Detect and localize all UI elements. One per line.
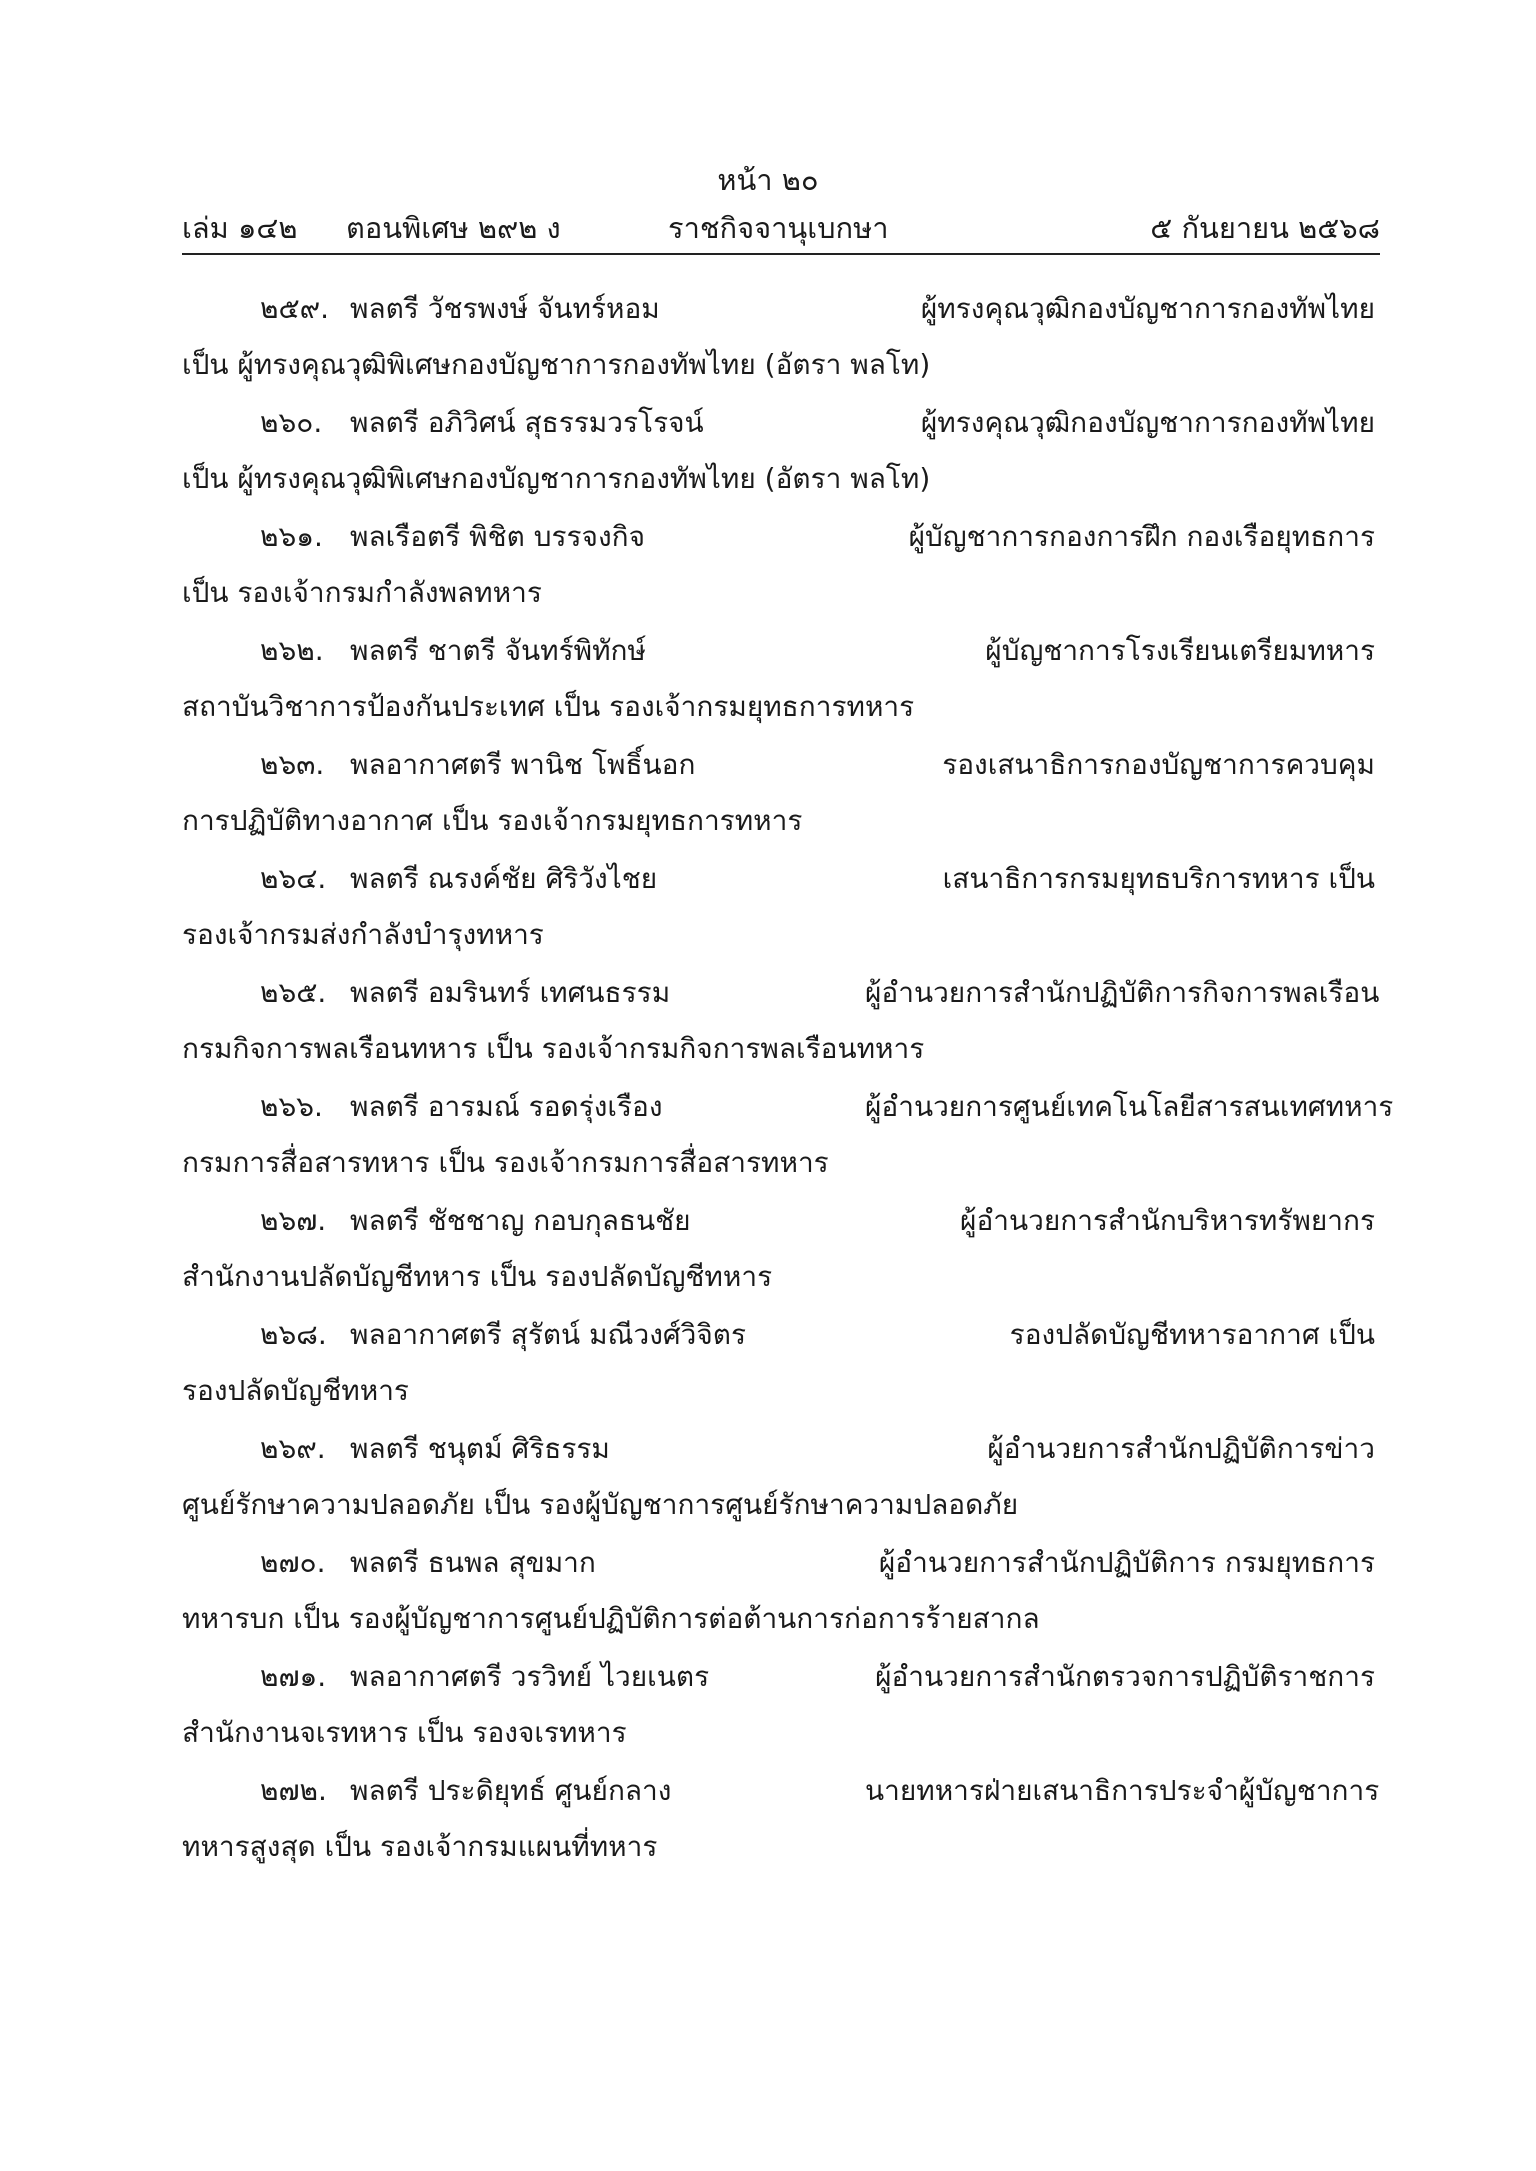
page-number: หน้า ๒๐ (717, 163, 819, 197)
current-position: ผู้อำนวยการสำนักปฏิบัติการกิจการพลเรือน (865, 976, 1380, 1009)
current-position: นายทหารฝ่ายเสนาธิการประจำผู้บัญชาการ (865, 1774, 1380, 1807)
officer-name: พลอากาศตรี พานิช โพธิ์นอก (350, 748, 696, 781)
new-appointment: ทหารสูงสุด เป็น รองเจ้ากรมแผนที่ทหาร (182, 1830, 658, 1863)
entry-number: ๒๖๓. (260, 748, 325, 781)
new-appointment: ศูนย์รักษาความปลอดภัย เป็น รองผู้บัญชาการศูนย์รักษาความปลอดภัย (182, 1488, 1019, 1521)
officer-name: พลตรี อภิวิศน์ สุธรรมวรโรจน์ (350, 406, 704, 439)
appointment-entry (0, 1542, 1536, 1656)
new-appointment: ทหารบก เป็น รองผู้บัญชาการศูนย์ปฏิบัติการต่อต้านการก่อการร้ายสากล (182, 1602, 1040, 1635)
new-appointment: รองเจ้ากรมส่งกำลังบำรุงทหาร (182, 918, 544, 951)
entry-number: ๒๖๘. (260, 1318, 327, 1351)
current-position: ผู้บัญชาการกองการฝึก กองเรือยุทธการ (908, 520, 1375, 553)
new-appointment: กรมกิจการพลเรือนทหาร เป็น รองเจ้ากรมกิจการพลเรือนทหาร (182, 1032, 925, 1065)
appointment-entry (0, 1086, 1536, 1200)
appointment-entry (0, 288, 1536, 402)
appointment-list (0, 288, 1536, 1884)
appointment-entry (0, 1200, 1536, 1314)
entry-number: ๒๗๒. (260, 1774, 327, 1807)
new-appointment: สถาบันวิชาการป้องกันประเทศ เป็น รองเจ้ากรมยุทธการทหาร (182, 690, 915, 723)
entry-number: ๒๖๑. (260, 520, 323, 553)
current-position: ผู้อำนวยการสำนักปฏิบัติการ กรมยุทธการ (878, 1546, 1375, 1579)
entry-number: ๒๖๙. (260, 1432, 326, 1465)
appointment-entry (0, 744, 1536, 858)
officer-name: พลตรี ชาตรี จันทร์พิทักษ์ (350, 634, 646, 667)
current-position: ผู้อำนวยการสำนักตรวจการปฏิบัติราชการ (875, 1660, 1375, 1693)
entry-number: ๒๗๑. (260, 1660, 327, 1693)
new-appointment: เป็น ผู้ทรงคุณวุฒิพิเศษกองบัญชาการกองทัพไทย (อัตรา พลโท) (182, 462, 931, 495)
volume-label: เล่ม ๑๔๒ (182, 211, 298, 245)
appointment-entry (0, 1428, 1536, 1542)
current-position: ผู้ทรงคุณวุฒิกองบัญชาการกองทัพไทย (920, 292, 1375, 325)
entry-number: ๒๖๒. (260, 634, 324, 667)
entry-number: ๒๖๖. (260, 1090, 323, 1123)
appointment-entry (0, 402, 1536, 516)
entry-number: ๒๖๗. (260, 1204, 327, 1237)
new-appointment: เป็น รองเจ้ากรมกำลังพลทหาร (182, 576, 542, 609)
entry-number: ๒๖๔. (260, 862, 327, 895)
appointment-entry (0, 630, 1536, 744)
current-position: ผู้อำนวยการศูนย์เทคโนโลยีสารสนเทศทหาร (865, 1090, 1394, 1123)
officer-name: พลตรี ชนุตม์ ศิริธรรม (350, 1432, 610, 1465)
officer-name: พลตรี ชัชชาญ กอบกุลธนชัย (350, 1204, 691, 1237)
header-divider (182, 253, 1380, 255)
entry-number: ๒๖๐. (260, 406, 323, 439)
entry-number: ๒๕๙. (260, 292, 330, 325)
current-position: รองเสนาธิการกองบัญชาการควบคุม (942, 748, 1375, 781)
entry-number: ๒๗๐. (260, 1546, 326, 1579)
current-position: รองปลัดบัญชีทหารอากาศ เป็น (1009, 1318, 1375, 1351)
current-position: ผู้บัญชาการโรงเรียนเตรียมทหาร (985, 634, 1375, 667)
appointment-entry (0, 858, 1536, 972)
new-appointment: สำนักงานจเรทหาร เป็น รองจเรทหาร (182, 1716, 627, 1749)
publication-date: ๕ กันยายน ๒๕๖๘ (1150, 211, 1380, 245)
entry-number: ๒๖๕. (260, 976, 327, 1009)
officer-name: พลตรี ประดิยุทธ์ ศูนย์กลาง (350, 1774, 672, 1807)
officer-name: พลตรี ณรงค์ชัย ศิริวังไชย (350, 862, 658, 895)
gazette-title: ราชกิจจานุเบกษา (668, 211, 889, 245)
new-appointment: เป็น ผู้ทรงคุณวุฒิพิเศษกองบัญชาการกองทัพไทย (อัตรา พลโท) (182, 348, 931, 381)
current-position: ผู้อำนวยการสำนักบริหารทรัพยากร (960, 1204, 1375, 1237)
officer-name: พลตรี ธนพล สุขมาก (350, 1546, 596, 1579)
appointment-entry (0, 516, 1536, 630)
current-position: ผู้อำนวยการสำนักปฏิบัติการข่าว (987, 1432, 1375, 1465)
officer-name: พลเรือตรี พิชิต บรรจงกิจ (350, 520, 645, 553)
appointment-entry (0, 1656, 1536, 1770)
current-position: ผู้ทรงคุณวุฒิกองบัญชาการกองทัพไทย (920, 406, 1375, 439)
new-appointment: การปฏิบัติทางอากาศ เป็น รองเจ้ากรมยุทธการทหาร (182, 804, 803, 837)
new-appointment: สำนักงานปลัดบัญชีทหาร เป็น รองปลัดบัญชีทหาร (182, 1260, 773, 1293)
officer-name: พลอากาศตรี สุรัตน์ มณีวงศ์วิจิตร (350, 1318, 747, 1351)
new-appointment: รองปลัดบัญชีทหาร (182, 1374, 409, 1407)
new-appointment: กรมการสื่อสารทหาร เป็น รองเจ้ากรมการสื่อสารทหาร (182, 1146, 829, 1179)
appointment-entry (0, 1770, 1536, 1884)
appointment-entry (0, 972, 1536, 1086)
officer-name: พลตรี วัชรพงษ์ จันทร์หอม (350, 292, 660, 325)
appointment-entry (0, 1314, 1536, 1428)
officer-name: พลอากาศตรี วรวิทย์ ไวยเนตร (350, 1660, 710, 1693)
officer-name: พลตรี อมรินทร์ เทศนธรรม (350, 976, 671, 1009)
current-position: เสนาธิการกรมยุทธบริการทหาร เป็น (942, 862, 1375, 895)
officer-name: พลตรี อารมณ์ รอดรุ่งเรือง (350, 1090, 663, 1123)
issue-label: ตอนพิเศษ ๒๙๒ ง (346, 211, 561, 245)
